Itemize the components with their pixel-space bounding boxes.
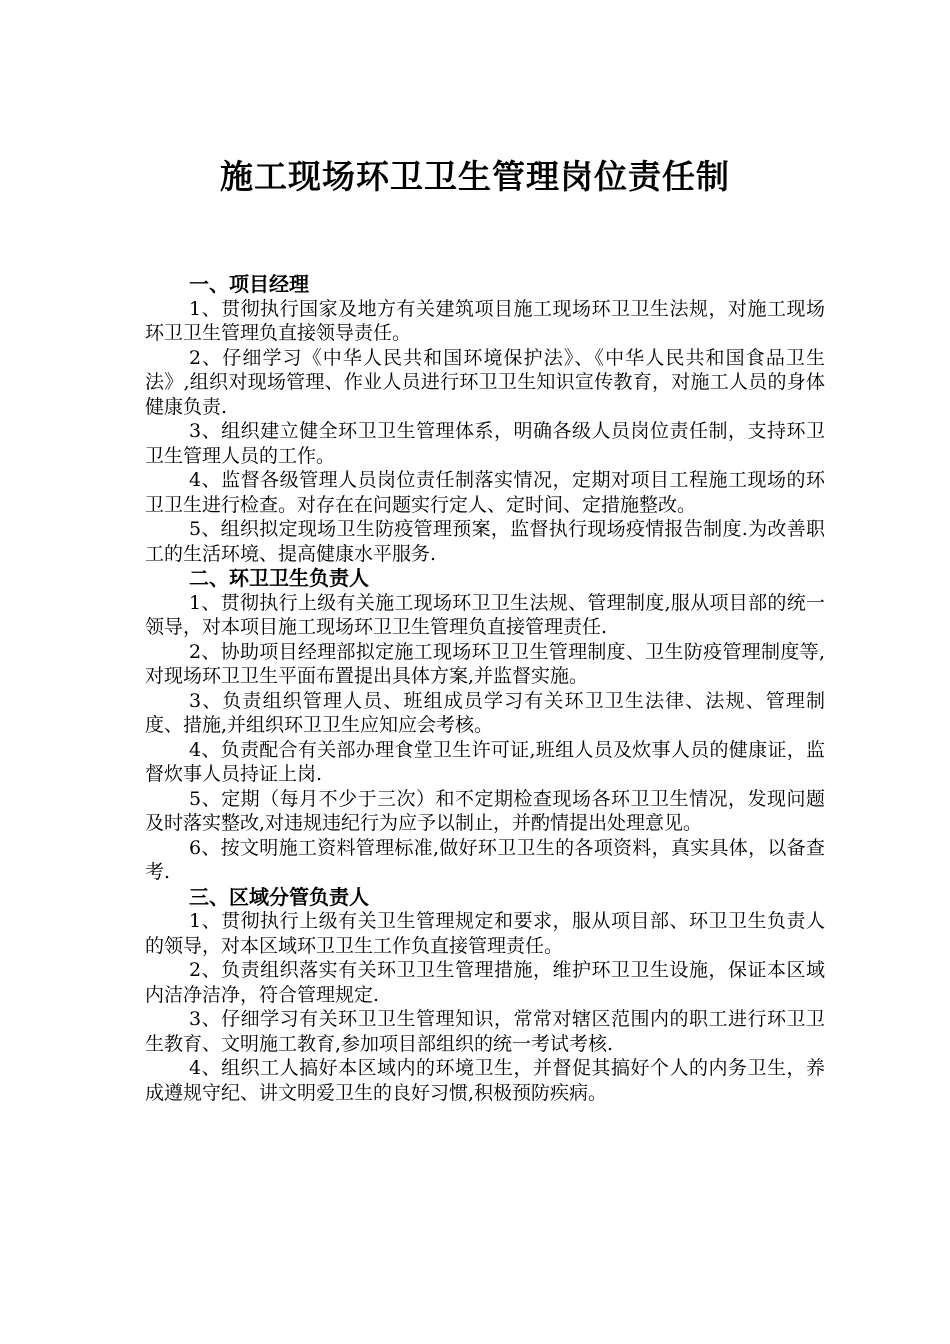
paragraph: 4、监督各级管理人员岗位责任制落实情况，定期对项目工程施工现场的环卫卫生进行检查。对存在在问题实行定人、定时间、定措施整改。 bbox=[145, 469, 825, 516]
paragraph: 3、负责组织管理人员、班组成员学习有关环卫卫生法律、法规、管理制度、措施,并组织环卫卫生应知应会考核。 bbox=[145, 689, 825, 736]
paragraph: 4、组织工人搞好本区域内的环境卫生，并督促其搞好个人的内务卫生，养成遵规守纪、讲文明爱卫生的良好习惯,积极预防疾病。 bbox=[145, 1057, 825, 1104]
document-title: 施工现场环卫卫生管理岗位责任制 bbox=[220, 157, 730, 196]
paragraph: 5、定期（每月不少于三次）和不定期检查现场各环卫卫生情况，发现问题及时落实整改,对违规违纪行为应予以制止，并酌情提出处理意见。 bbox=[145, 787, 825, 834]
paragraph: 1、贯彻执行上级有关卫生管理规定和要求，服从项目部、环卫卫生负责人的领导，对本区域环卫卫生工作负直接管理责任。 bbox=[145, 910, 825, 957]
document-body bbox=[145, 272, 825, 1105]
paragraph: 4、负责配合有关部办理食堂卫生许可证,班组人员及炊事人员的健康证，监督炊事人员持证上岗. bbox=[145, 738, 825, 785]
section-heading: 三、区域分管负责人 bbox=[189, 884, 369, 909]
paragraph: 5、组织拟定现场卫生防疫管理预案，监督执行现场疫情报告制度.为改善职工的生活环境、提高健康水平服务. bbox=[145, 518, 825, 565]
paragraph: 2、负责组织落实有关环卫卫生管理措施，维护环卫卫生设施，保证本区域内洁净洁净，符合管理规定. bbox=[145, 959, 825, 1006]
section-heading: 二、环卫卫生负责人 bbox=[189, 566, 369, 590]
section-heading: 一、项目经理 bbox=[189, 272, 309, 296]
paragraph: 1、贯彻执行国家及地方有关建筑项目施工现场环卫卫生法规，对施工现场环卫卫生管理负直接领导责任。 bbox=[145, 297, 825, 344]
paragraph: 3、仔细学习有关环卫卫生管理知识，常常对辖区范围内的职工进行环卫卫生教育、文明施工教育,参加项目部组织的统一考试考核. bbox=[145, 1008, 825, 1055]
paragraph: 1、贯彻执行上级有关施工现场环卫卫生法规、管理制度,服从项目部的统一领导，对本项目施工现场环卫卫生管理负直接管理责任. bbox=[145, 591, 825, 638]
paragraph: 6、按文明施工资料管理标准,做好环卫卫生的各项资料，真实具体，以备查考. bbox=[145, 836, 825, 883]
paragraph: 2、协助项目经理部拟定施工现场环卫卫生管理制度、卫生防疫管理制度等,对现场环卫卫生平面布置提出具体方案,并监督实施。 bbox=[145, 640, 825, 687]
paragraph: 3、组织建立健全环卫卫生管理体系，明确各级人员岗位责任制，支持环卫卫生管理人员的工作。 bbox=[145, 420, 825, 467]
paragraph: 2、仔细学习《中华人民共和国环境保护法》、《中华人民共和国食品卫生法》,组织对现场管理、作业人员进行环卫卫生知识宣传教育，对施工人员的身体健康负责. bbox=[145, 346, 825, 418]
